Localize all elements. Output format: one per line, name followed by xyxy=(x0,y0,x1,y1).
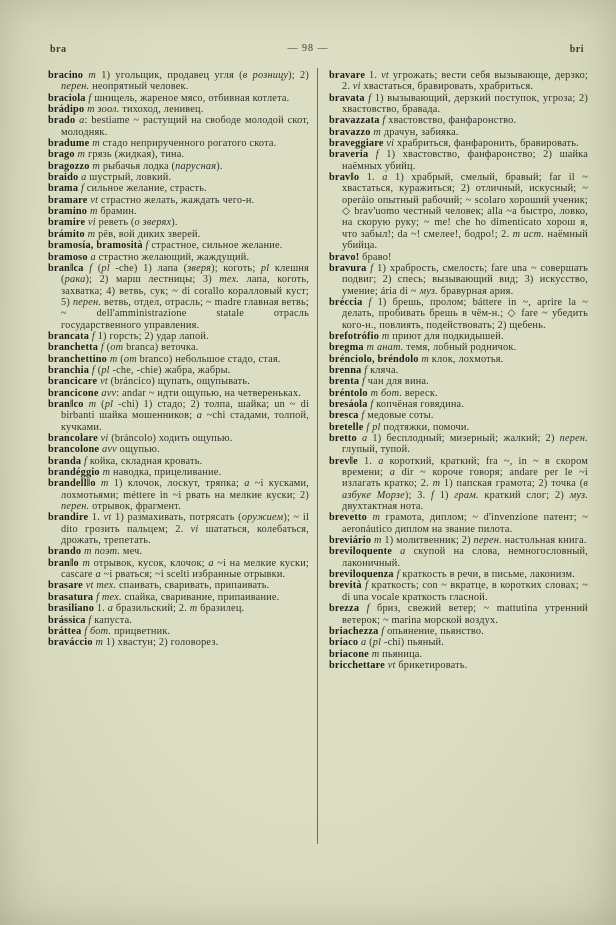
dictionary-entry xyxy=(48,229,309,240)
headword: brancata xyxy=(48,330,90,342)
entry-body: m рыбачья лодка (парусная). xyxy=(92,160,223,172)
entry-body: m грязь (жидкая), тина. xyxy=(77,149,185,161)
entry-body: vt (bráncico) щупать, ощупывать. xyxy=(100,376,251,388)
dictionary-entry xyxy=(48,456,309,467)
headword: bricchettare xyxy=(329,659,385,671)
headword: bravare xyxy=(329,70,366,81)
entry-body: f 1) горсть; 2) удар лапой. xyxy=(91,330,209,342)
dictionary-entry xyxy=(48,115,309,138)
dictionary-entry xyxy=(48,399,309,433)
dictionary-entry xyxy=(48,263,309,331)
entry-body: a (pl -chi) пьяный. xyxy=(361,637,445,649)
dictionary-entry xyxy=(48,93,309,104)
dictionary-entry xyxy=(329,149,588,172)
entry-body: a скупой на слова, немногословный, лаконичный. xyxy=(342,546,588,569)
headword: branchia xyxy=(48,364,90,376)
dictionary-entry xyxy=(329,331,588,342)
entry-body: f тех. спайка, сваривание, припаивание. xyxy=(96,591,280,603)
headword: bráttea xyxy=(48,625,82,637)
dictionary-entry xyxy=(48,342,309,353)
headword: brevetto xyxy=(329,512,368,524)
headword: brev‖e xyxy=(329,455,358,467)
headword: breviloquente xyxy=(329,546,393,558)
dictionary-entry xyxy=(48,138,309,149)
headword: brago xyxy=(48,149,75,161)
headword: brama xyxy=(48,183,79,195)
headword: bresca xyxy=(329,410,359,422)
entry-body: avv ощупью. xyxy=(101,444,160,456)
dictionary-entry xyxy=(329,660,588,671)
headword: brancolone xyxy=(48,444,100,456)
entry-body: a шустрый, ловкий. xyxy=(81,172,172,184)
entry-body: m анат. темя, лобный родничок. xyxy=(366,342,517,354)
headword: braváccio xyxy=(48,637,93,649)
dictionary-entry xyxy=(48,70,309,93)
headword: bravura xyxy=(329,262,367,274)
dictionary-entry xyxy=(48,615,309,626)
headword: branchettino xyxy=(48,353,108,365)
dictionary-entry xyxy=(48,580,309,591)
dictionary-entry xyxy=(48,183,309,194)
dictionary-entry xyxy=(329,70,588,93)
dictionary-entry xyxy=(48,217,309,228)
entry-body: f (от branca) веточка. xyxy=(100,342,199,354)
dictionary-entry xyxy=(329,297,588,331)
entry-body: a страстно желающий, жаждущий. xyxy=(90,251,250,263)
dictionary-entry xyxy=(329,172,588,251)
headword: brando xyxy=(48,546,82,558)
right-column xyxy=(329,70,588,671)
left-column xyxy=(48,70,309,649)
entry-body: vi храбриться, фанфаронить, бравировать. xyxy=(386,138,579,150)
entry-body: a: bestiame ~ растущий на свободе молодой скот, молодняк. xyxy=(61,115,309,138)
entry-body: f капуста. xyxy=(88,614,133,626)
headword: brefotrófio xyxy=(329,330,380,342)
dictionary-entry xyxy=(329,388,588,399)
headword: branchetta xyxy=(48,342,99,354)
dictionary-entry xyxy=(48,444,309,455)
entry-body: m бот. вереск. xyxy=(370,387,438,399)
column-divider-rule xyxy=(317,68,318,844)
headword: bretto xyxy=(329,433,357,444)
entry-body: m наводка, прицеливание. xyxy=(102,467,222,479)
headword: brenta xyxy=(329,376,360,388)
dictionary-entry xyxy=(48,240,309,251)
entry-body: браво! xyxy=(359,251,392,263)
headword: brandire xyxy=(48,512,89,524)
dictionary-entry xyxy=(329,546,588,569)
headword: bramire xyxy=(48,217,86,229)
headword: bran‖o xyxy=(48,557,79,569)
dictionary-entry xyxy=(48,637,309,648)
dictionary-entry xyxy=(329,252,588,263)
entry-body: m грамота, диплом; ~ d'invenzione патент; ~ aeronáutico диплом на звание пилота. xyxy=(342,512,589,535)
entry-body: 1. a 1) храбрый, смелый, бравый; far il ~ хвастаться, куражиться; 2) отличный, искусный; ~ operáio опытный рабочий; ~ scolaro хороший ученик; ◇ brav'uomo честный человек; alla ~a быстро, ловко, на скорую руку; ~ me! che ho dimenticato хорош я, что забыл!; da ~! смелее!, бодро!; 2. m ист. наёмный убийца. xyxy=(342,172,588,252)
dictionary-entry xyxy=(48,104,309,115)
entry-body: vi (bráncolo) ходить ощупью. xyxy=(100,433,233,444)
headword: breviloquenza xyxy=(329,569,394,581)
entry-body: f копчёная говядина. xyxy=(370,398,465,410)
entry-body: 1. a короткий, краткий; fra ~, in ~ в скором времени; a dir ~ короче говоря; andare per le ~i излагать кратко; 2. m 1) папская грамота; 2) точка (в азбуке Морзе); 3. f 1) грам. краткий слог; 2) муз. двухтактная нота. xyxy=(342,455,589,513)
dictionary-entry xyxy=(48,252,309,263)
dictionary-entry xyxy=(48,206,309,217)
entry-body: vt тех. спаивать, сваривать, припаивать. xyxy=(85,580,270,592)
entry-body: m зоол. тихоход, ленивец. xyxy=(87,104,204,116)
headword: bran‖ca xyxy=(48,262,84,274)
dictionary-entry xyxy=(48,388,309,399)
dictionary-entry xyxy=(48,467,309,478)
entry-body: f сильное желание, страсть. xyxy=(80,183,207,195)
entry-body: f краткость в речи, в письме, лаконизм. xyxy=(396,569,576,581)
dictionary-entry xyxy=(329,637,588,648)
headword: bramino xyxy=(48,206,88,218)
dictionary-entry xyxy=(48,478,309,512)
headword: bréccia xyxy=(329,296,363,308)
dictionary-entry xyxy=(329,410,588,421)
entry-body: vt брикетировать. xyxy=(387,659,468,671)
dictionary-entry xyxy=(48,376,309,387)
headword: bramare xyxy=(48,194,88,206)
dictionary-entry xyxy=(329,433,588,456)
headword: bravazzo xyxy=(329,126,371,138)
entry-body: f краткость; con ~ вкратце, в коротких словах; ~ di una vocale краткость гласной. xyxy=(342,580,588,603)
headword: brav‖o xyxy=(329,172,360,184)
dictionary-entry xyxy=(329,342,588,353)
entry-body: m 1) угольщик, продавец угля (в розницу); 2) перен. неопрятный человек. xyxy=(61,70,309,93)
headword: bradume xyxy=(48,138,90,150)
entry-body: f кляча. xyxy=(364,364,399,376)
dictionary-entry xyxy=(329,354,588,365)
header-guide-word-left: bra xyxy=(50,44,67,55)
dictionary-entry xyxy=(329,365,588,376)
dictionary-entry xyxy=(329,512,588,535)
headword: bramosía, bramosità xyxy=(48,240,143,252)
entry-body: m пьяница. xyxy=(371,648,423,660)
entry-body: m брамин. xyxy=(89,206,137,218)
headword: brasare xyxy=(48,580,83,592)
entry-body: f опьянение, пьянство. xyxy=(381,625,485,637)
dictionary-entry xyxy=(48,365,309,376)
dictionary-entry xyxy=(329,626,588,637)
headword: bregma xyxy=(329,342,364,354)
headword: brancicone xyxy=(48,387,99,399)
dictionary-entry xyxy=(329,603,588,626)
headword: braido xyxy=(48,172,79,184)
headword: brancolare xyxy=(48,433,98,444)
entry-body: a 1) бесплодный; мизерный; жалкий; 2) перен. глупый, тупой. xyxy=(342,433,588,456)
dictionary-entry xyxy=(48,161,309,172)
headword: brássica xyxy=(48,614,86,626)
headword: bresáola xyxy=(329,398,368,410)
headword: brevità xyxy=(329,580,362,592)
dictionary-entry xyxy=(48,603,309,614)
dictionary-entry xyxy=(329,263,588,297)
entry-body: f (pl -che) 1) лапа (зверя); коготь; pl клешня (рака); 2) марш лестницы; 3) тех. лапа, коготь, захватка; 4) ветвь, сук; ~ di corallo коралловый куст; 5) перен. ветвь, отдел, отрасль; ~ madre главная ветвь; ~ dell'amministrazione statale отрасль государственного управления. xyxy=(61,262,309,331)
entry-body: f медовые соты. xyxy=(361,410,434,422)
headword: bran‖co xyxy=(48,398,84,410)
dictionary-entry xyxy=(329,580,588,603)
entry-body: m отрывок, кусок, клочок; a ~i на мелкие куски; cascare a ~i рваться; ~i scelti избранные отрывки. xyxy=(61,557,309,581)
headword: briacone xyxy=(329,648,369,660)
dictionary-entry xyxy=(329,535,588,546)
headword: branda xyxy=(48,455,82,467)
entry-body: m 1) хвастун; 2) головорез. xyxy=(95,637,219,649)
dictionary-entry xyxy=(329,115,588,126)
dictionary-entry xyxy=(48,592,309,603)
headword: brezza xyxy=(329,603,360,615)
dictionary-entry xyxy=(329,422,588,433)
headword: brandell‖o xyxy=(48,478,96,490)
dictionary-entry xyxy=(329,376,588,387)
entry-body: f бриз, свежий ветер; ~ mattutina утренний ветерок; ~ marina морской воздух. xyxy=(342,603,588,626)
dictionary-entry xyxy=(329,127,588,138)
headword: brasatura xyxy=(48,591,94,603)
entry-body: m приют для подкидышей. xyxy=(381,330,504,342)
headword: bravo! xyxy=(329,251,360,263)
dictionary-entry xyxy=(329,569,588,580)
entry-body: m клок, лохмотья. xyxy=(421,353,504,365)
entry-body: f страстное, сильное желание. xyxy=(145,240,283,252)
entry-body: f pl подтяжки, помочи. xyxy=(366,421,470,433)
headword: brádipo xyxy=(48,104,85,116)
entry-body: f 1) вызывающий, дерзкий поступок, угроза; 2) хвастовство, бравада. xyxy=(342,92,588,116)
dictionary-entry xyxy=(329,93,588,116)
dictionary-entry xyxy=(48,558,309,581)
headword: briaco xyxy=(329,637,359,649)
entry-body: 1. a бразильский; 2. m бразилец. xyxy=(94,603,245,615)
page-number: — 98 — xyxy=(287,43,329,54)
headword: braciola xyxy=(48,92,86,104)
entry-body: f 1) брешь, пролом; báttere in ~, aprire la ~ делать, пробивать брешь в чём-н.; ◇ fare ~ убедить кого-н., повлиять, подействовать; 2) щебень. xyxy=(342,296,588,331)
entry-body: m стадо неприрученного рогатого скота. xyxy=(92,138,277,150)
headword: brancicare xyxy=(48,376,98,388)
entry-body: f (pl -che, -chie) жабра, жабры. xyxy=(91,364,231,376)
dictionary-entry xyxy=(329,399,588,410)
dictionary-entry xyxy=(48,546,309,557)
entry-body: vt страстно желать, жаждать чего-н. xyxy=(90,194,255,206)
headword: bracino xyxy=(48,70,84,81)
dictionary-entry xyxy=(329,649,588,660)
entry-body: f бот. прицветник. xyxy=(84,625,171,637)
dictionary-entry xyxy=(48,331,309,342)
entry-body: m (pl -chi) 1) стадо; 2) толпа, шайка; un ~ di birbanti шайка мошенников; a ~chi стадами, толпой, кучками. xyxy=(61,398,310,433)
entry-body: m (от branco) небольшое стадо, стая. xyxy=(109,353,281,365)
headword: bramoso xyxy=(48,251,88,263)
entry-body: f чан для вина. xyxy=(361,376,429,388)
dictionary-entry xyxy=(329,138,588,149)
headword: brandéggio xyxy=(48,467,100,479)
entry-body: f койка, складная кровать. xyxy=(84,455,203,467)
dictionary-entry xyxy=(48,626,309,637)
entry-body: f хвастовство, фанфаронство. xyxy=(382,115,517,127)
dictionary-entry xyxy=(48,149,309,160)
headword: brámito xyxy=(48,228,85,240)
entry-body: 1. vt угрожать; вести себя вызывающе, дерзко; 2. vi хвастаться, бравировать, храбриться. xyxy=(342,70,589,93)
headword: bravazzata xyxy=(329,115,380,127)
headword: braveggiare xyxy=(329,138,384,150)
dictionary-entry xyxy=(48,354,309,365)
headword: bravata xyxy=(329,92,365,104)
headword: brasiliano xyxy=(48,603,95,615)
entry-body: 1. vt 1) размахивать, потрясать (оружием); ~ il dito грозить пальцем; 2. vi шататься, колебаться, дрожать, трепетать. xyxy=(61,512,310,547)
entry-body: f шницель, жареное мясо, отбивная котлета. xyxy=(88,92,290,104)
header-guide-word-right: bri xyxy=(569,44,584,55)
entry-body: m поэт. меч. xyxy=(84,546,143,558)
entry-body: m 1) клочок, лоскут, тряпка; a ~i кусками, лохмотьями; méttere in ~i рвать на мелкие куски; 2) перен. отрывок, фрагмент. xyxy=(61,478,309,513)
headword: breviário xyxy=(329,535,372,547)
headword: bréntolo xyxy=(329,387,368,399)
entry-body: vi реветь (о зверях). xyxy=(88,217,178,229)
headword: briachezza xyxy=(329,625,379,637)
headword: brado xyxy=(48,115,76,127)
dictionary-entry xyxy=(329,456,588,513)
dictionary-entry xyxy=(48,433,309,444)
dictionary-entry xyxy=(48,512,309,546)
entry-body: f 1) храбрость, смелость; fare una ~ совершать подвиг; 2) спесь; вызывающий вид; 3) искусство, умение; ária di ~ муз. бравурная ария. xyxy=(342,262,588,297)
entry-body: m рёв, вой диких зверей. xyxy=(87,228,201,240)
entry-body: m драчун, забияка. xyxy=(373,126,459,138)
headword: bretelle xyxy=(329,421,364,433)
headword: bragozzo xyxy=(48,160,90,172)
entry-body: f 1) хвастовство, фанфаронство; 2) шайка наёмных убийц. xyxy=(342,149,588,172)
headword: braveria xyxy=(329,149,369,161)
dictionary-entry xyxy=(48,195,309,206)
dictionary-entry xyxy=(48,172,309,183)
entry-body: avv: andar ~ идти ощупью, на четвереньках. xyxy=(101,387,302,399)
headword: brénciolo, bréndolo xyxy=(329,353,419,365)
headword: brenna xyxy=(329,364,362,376)
entry-body: m 1) молитвенник; 2) перен. настольная книга. xyxy=(374,535,587,547)
